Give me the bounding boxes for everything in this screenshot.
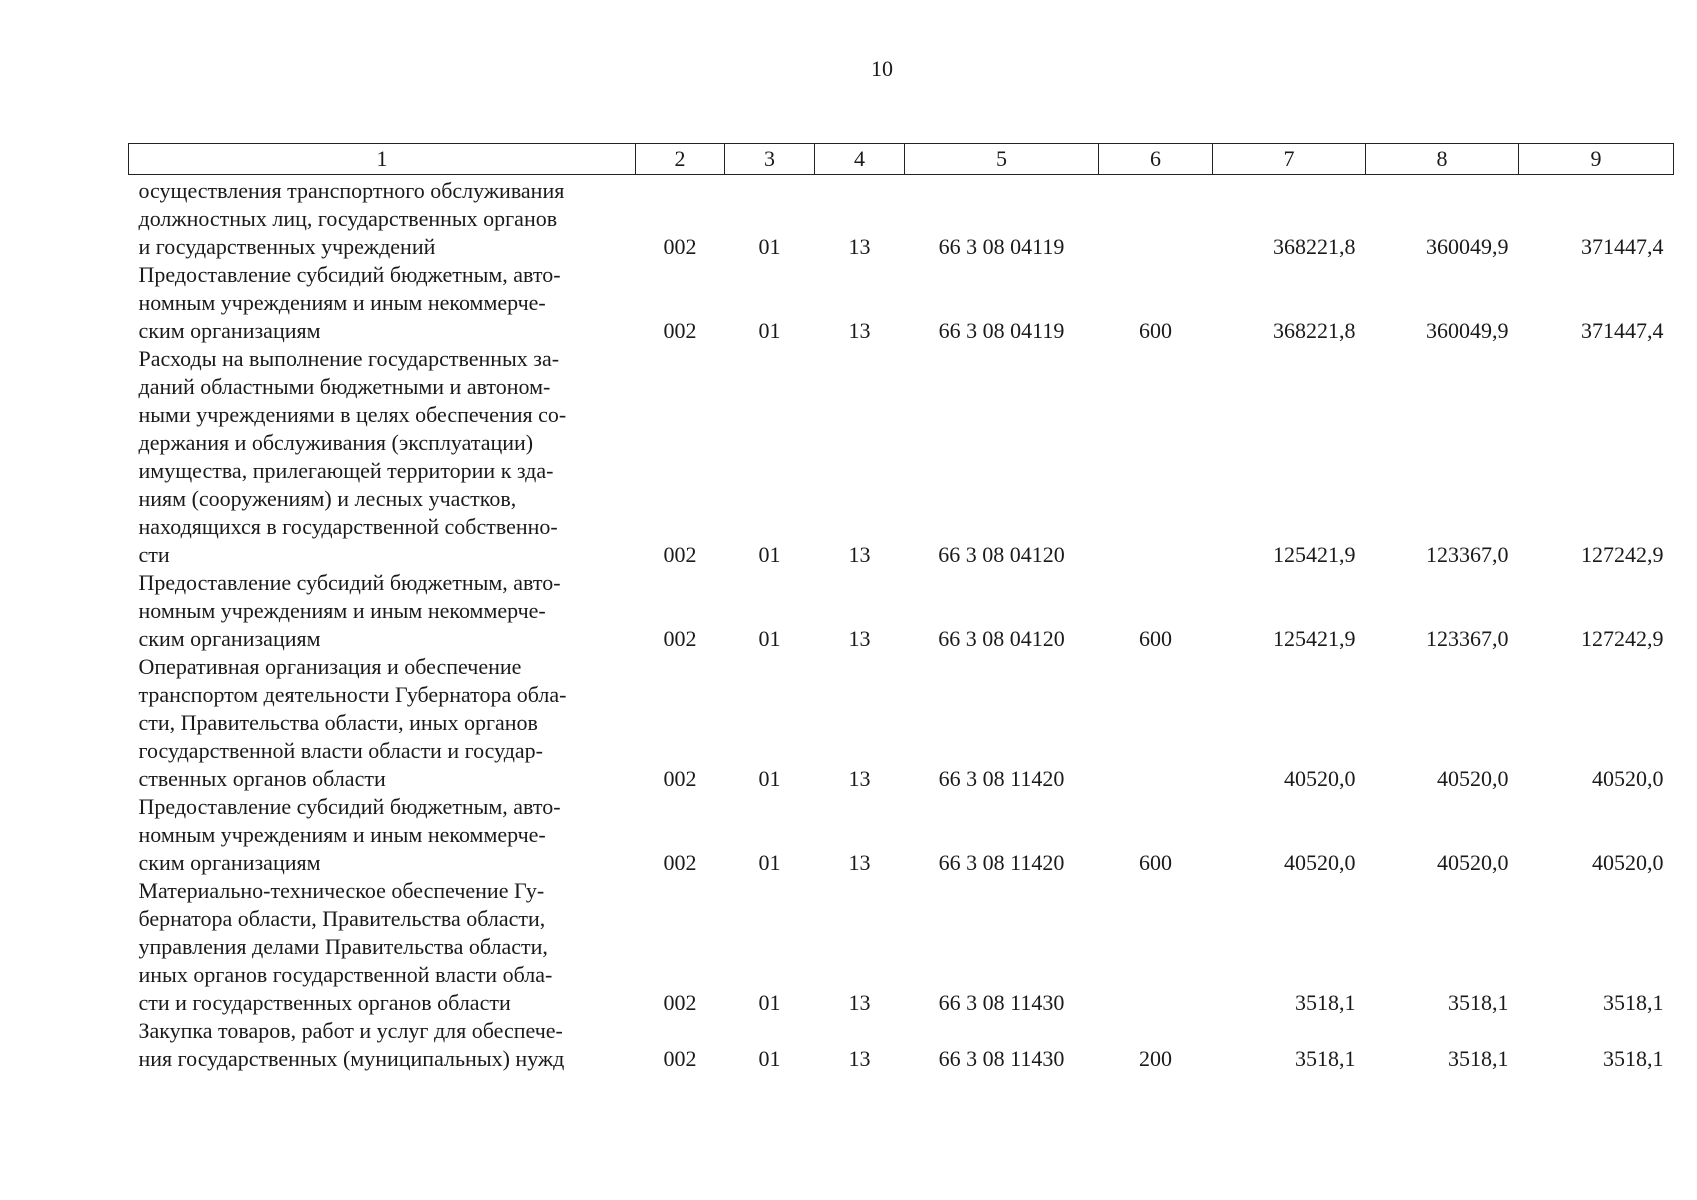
cell-amount-year-3: 371447,4 bbox=[1581, 234, 1664, 259]
item-name-line: ственных органов области bbox=[138, 766, 386, 791]
table-row bbox=[129, 261, 1674, 345]
cell-amount-year-2: 360049,9 bbox=[1426, 318, 1509, 343]
header-col-2: 2 bbox=[636, 144, 725, 175]
cell-subsection: 13 bbox=[848, 850, 871, 875]
cell-amount-year-2: 40520,0 bbox=[1437, 850, 1509, 875]
cell-amount-year-1: 125421,9 bbox=[1273, 542, 1356, 567]
cell-amount-year-2: 3518,1 bbox=[1448, 1046, 1509, 1071]
cell-expense-type bbox=[1099, 653, 1213, 793]
item-name-line: должностных лиц, государственных органов bbox=[138, 206, 558, 231]
item-name-line: Материально-техническое обеспечение Гу- bbox=[138, 878, 545, 903]
item-name-line: ским организациям bbox=[138, 850, 321, 875]
cell-section: 01 bbox=[758, 766, 781, 791]
cell-amount-year-3: 127242,9 bbox=[1581, 626, 1664, 651]
cell-amount-year-3: 40520,0 bbox=[1592, 850, 1664, 875]
cell-target-article: 66 3 08 11420 bbox=[938, 850, 1065, 875]
item-name-line: ниям (сооружениям) и лесных участков, bbox=[138, 486, 517, 511]
item-name-line: бернатора области, Правительства области, bbox=[138, 906, 546, 931]
cell-subsection: 13 bbox=[848, 626, 871, 651]
cell-subsection: 13 bbox=[848, 990, 871, 1015]
item-name-line: Предоставление субсидий бюджетным, авто- bbox=[138, 570, 561, 595]
cell-target-article: 66 3 08 11420 bbox=[938, 766, 1065, 791]
cell-admin-code: 002 bbox=[663, 318, 697, 343]
cell-item-name bbox=[129, 793, 636, 877]
item-name-line: находящихся в государственной собственно- bbox=[138, 514, 558, 539]
cell-subsection: 13 bbox=[848, 234, 871, 259]
cell-item-name bbox=[129, 1017, 636, 1073]
cell-target-article: 66 3 08 04120 bbox=[938, 542, 1065, 567]
table-row bbox=[129, 1017, 1674, 1073]
cell-amount-year-2: 123367,0 bbox=[1426, 626, 1509, 651]
item-name-line: Расходы на выполнение государственных за- bbox=[138, 346, 560, 371]
item-name-line: осуществления транспортного обслуживания bbox=[138, 178, 565, 203]
item-name-line: сти bbox=[138, 542, 170, 567]
cell-amount-year-3: 371447,4 bbox=[1581, 318, 1664, 343]
table-row bbox=[129, 345, 1674, 569]
header-col-5: 5 bbox=[905, 144, 1099, 175]
cell-amount-year-1: 40520,0 bbox=[1284, 850, 1356, 875]
cell-subsection: 13 bbox=[848, 542, 871, 567]
cell-subsection: 13 bbox=[848, 1046, 871, 1071]
cell-expense-type bbox=[1099, 877, 1213, 1017]
cell-amount-year-1: 3518,1 bbox=[1295, 990, 1356, 1015]
cell-expense-type bbox=[1099, 345, 1213, 569]
cell-item-name bbox=[129, 877, 636, 1017]
header-col-7: 7 bbox=[1213, 144, 1366, 175]
cell-admin-code: 002 bbox=[663, 766, 697, 791]
cell-subsection: 13 bbox=[848, 766, 871, 791]
cell-item-name bbox=[129, 175, 636, 262]
cell-section: 01 bbox=[758, 626, 781, 651]
item-name-line: транспортом деятельности Губернатора обла- bbox=[138, 682, 567, 707]
cell-amount-year-1: 3518,1 bbox=[1295, 1046, 1356, 1071]
cell-amount-year-1: 368221,8 bbox=[1273, 234, 1356, 259]
item-name-line: имущества, прилегающей территории к зда- bbox=[138, 458, 554, 483]
header-col-1: 1 bbox=[129, 144, 636, 175]
cell-target-article: 66 3 08 04119 bbox=[938, 234, 1065, 259]
item-name-line: ским организациям bbox=[138, 626, 321, 651]
cell-item-name bbox=[129, 261, 636, 345]
item-name-line: номным учреждениям и иным некоммерче- bbox=[138, 290, 546, 315]
cell-amount-year-3: 3518,1 bbox=[1603, 1046, 1664, 1071]
item-name-line: иных органов государственной власти обла- bbox=[138, 962, 553, 987]
header-col-8: 8 bbox=[1366, 144, 1519, 175]
cell-admin-code: 002 bbox=[663, 234, 697, 259]
item-name-line: Оперативная организация и обеспечение bbox=[138, 654, 522, 679]
cell-admin-code: 002 bbox=[663, 626, 697, 651]
item-name-line: сти и государственных органов области bbox=[138, 990, 511, 1015]
cell-amount-year-3: 3518,1 bbox=[1603, 990, 1664, 1015]
cell-amount-year-2: 40520,0 bbox=[1437, 766, 1509, 791]
cell-target-article: 66 3 08 04120 bbox=[938, 626, 1065, 651]
budget-table bbox=[128, 143, 1674, 1073]
item-name-line: держания и обслуживания (эксплуатации) bbox=[138, 430, 534, 455]
item-name-line: даний областными бюджетными и автоном- bbox=[138, 374, 551, 399]
table-body bbox=[129, 175, 1674, 1074]
header-col-9: 9 bbox=[1519, 144, 1674, 175]
cell-item-name bbox=[129, 653, 636, 793]
table-row bbox=[129, 569, 1674, 653]
cell-section: 01 bbox=[758, 850, 781, 875]
table-row bbox=[129, 653, 1674, 793]
cell-target-article: 66 3 08 11430 bbox=[938, 990, 1065, 1015]
item-name-line: номным учреждениям и иным некоммерче- bbox=[138, 822, 546, 847]
cell-section: 01 bbox=[758, 990, 781, 1015]
cell-amount-year-2: 360049,9 bbox=[1426, 234, 1509, 259]
cell-admin-code: 002 bbox=[663, 542, 697, 567]
cell-admin-code: 002 bbox=[663, 990, 697, 1015]
item-name-line: ными учреждениями в целях обеспечения со- bbox=[138, 402, 567, 427]
header-row bbox=[129, 144, 1674, 175]
item-name-line: ским организациям bbox=[138, 318, 321, 343]
item-name-line: сти, Правительства области, иных органов bbox=[138, 710, 538, 735]
item-name-line: ния государственных (муниципальных) нужд bbox=[138, 1046, 565, 1071]
table-row bbox=[129, 793, 1674, 877]
cell-expense-type: 200 bbox=[1139, 1046, 1172, 1071]
cell-section: 01 bbox=[758, 1046, 781, 1071]
cell-admin-code: 002 bbox=[663, 850, 697, 875]
cell-amount-year-3: 127242,9 bbox=[1581, 542, 1664, 567]
page-number: 10 bbox=[871, 56, 893, 81]
cell-admin-code: 002 bbox=[663, 1046, 697, 1071]
cell-amount-year-1: 40520,0 bbox=[1284, 766, 1356, 791]
table-row bbox=[129, 877, 1674, 1017]
header-col-3: 3 bbox=[725, 144, 815, 175]
item-name-line: Предоставление субсидий бюджетным, авто- bbox=[138, 794, 561, 819]
cell-amount-year-1: 125421,9 bbox=[1273, 626, 1356, 651]
item-name-line: управления делами Правительства области, bbox=[138, 934, 548, 959]
cell-expense-type: 600 bbox=[1139, 850, 1172, 875]
cell-item-name bbox=[129, 569, 636, 653]
table-row bbox=[129, 175, 1674, 262]
cell-target-article: 66 3 08 04119 bbox=[938, 318, 1065, 343]
cell-subsection: 13 bbox=[848, 318, 871, 343]
cell-item-name bbox=[129, 345, 636, 569]
cell-amount-year-2: 3518,1 bbox=[1448, 990, 1509, 1015]
item-name-line: номным учреждениям и иным некоммерче- bbox=[138, 598, 546, 623]
item-name-line: государственной власти области и государ- bbox=[138, 738, 543, 763]
cell-amount-year-1: 368221,8 bbox=[1273, 318, 1356, 343]
header-col-4: 4 bbox=[815, 144, 905, 175]
item-name-line: Закупка товаров, работ и услуг для обеспече- bbox=[138, 1018, 563, 1043]
cell-expense-type: 600 bbox=[1139, 626, 1172, 651]
cell-amount-year-3: 40520,0 bbox=[1592, 766, 1664, 791]
cell-section: 01 bbox=[758, 234, 781, 259]
header-col-6: 6 bbox=[1099, 144, 1213, 175]
cell-section: 01 bbox=[758, 542, 781, 567]
cell-amount-year-2: 123367,0 bbox=[1426, 542, 1509, 567]
cell-expense-type bbox=[1099, 175, 1213, 262]
cell-expense-type: 600 bbox=[1139, 318, 1172, 343]
item-name-line: и государственных учреждений bbox=[138, 234, 436, 259]
cell-target-article: 66 3 08 11430 bbox=[938, 1046, 1065, 1071]
item-name-line: Предоставление субсидий бюджетным, авто- bbox=[138, 262, 561, 287]
cell-section: 01 bbox=[758, 318, 781, 343]
